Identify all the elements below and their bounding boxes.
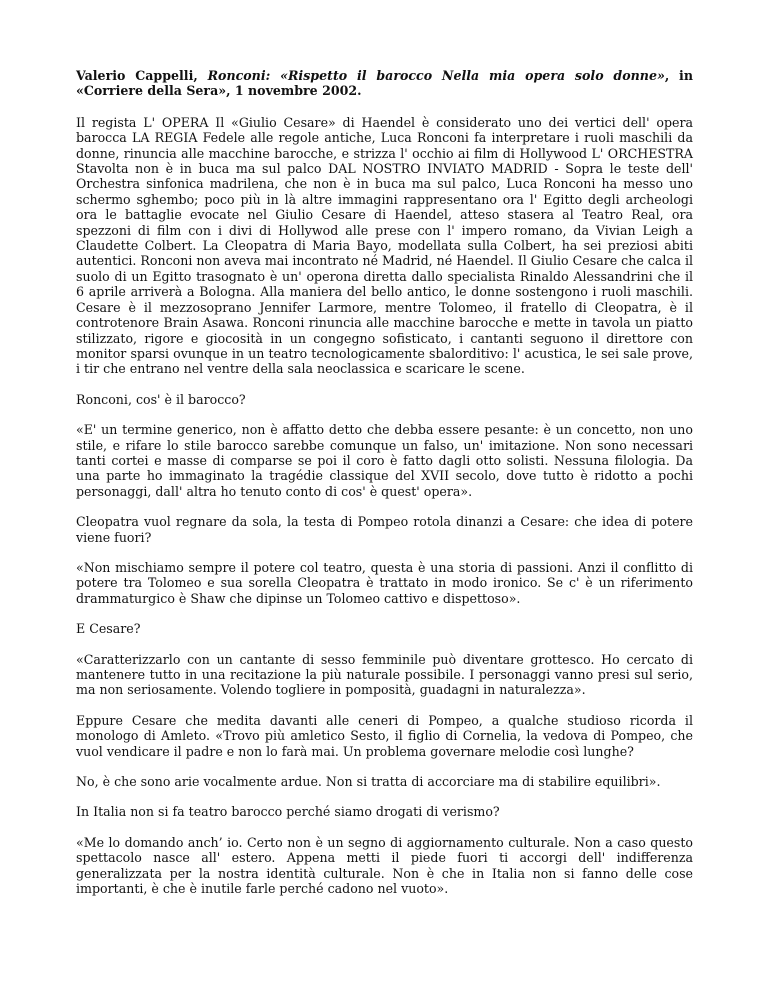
body-paragraph: Eppure Cesare che medita davanti alle ceneri di Pompeo, a qualche studioso ricorda il monologo di Amleto. «Trovo più amletico Sesto, il figlio di Cornelia, la vedova di Pompeo, che vuol vendicare il padre e non lo farà mai. Un problema governare melodie così lunghe?: [76, 712, 693, 759]
intro-paragraph: Il regista L' OPERA Il «Giulio Cesare» di Haendel è considerato uno dei vertici dell' opera barocca LA REGIA Fedele alle regole antiche, Luca Ronconi fa interpretare i ruoli maschili da donne, rinuncia alle macchine barocche, e strizza l' occhio ai film di Hollywood L' ORCHESTRA Stavolta non è in buca ma sul palco DAL NOSTRO INVIATO MADRID - Sopra le teste dell' Orchestra sinfonica madrilena, che non è in buca ma sul palco, Luca Ronconi ha messo uno schermo sghembo; poco più in là altre immagini rappresentano ora l' Egitto degli archeologi ora le battaglie evocate nel Giulio Cesare di Haendel, atteso stasera al Teatro Real, ora spezzoni di film con i divi di Hollywod alle prese con l' impero romano, da Vivian Leigh a Claudette Colbert. La Cleopatra di Maria Bayo, modellata sulla Colbert, ha sei preziosi abiti autentici. Ronconi non aveva mai incontrato né Madrid, né Haendel. Il Giulio Cesare che calca il suolo di un Egitto trasognato è un' operona diretta dallo specialista Rinaldo Alessandrini che il 6 aprile arriverà a Bologna. Alla maniera del bello antico, le donne sostengono i ruoli maschili. Cesare è il mezzosoprano Jennifer Larmore, mentre Tolomeo, il fratello di Cleopatra, è il controtenore Brain Asawa. Ronconi rinuncia alle macchine barocche e mette in tavola un piatto stilizzato, rigore e giocosità in un congegno sofisticato, i cantanti seguono il direttore con monitor sparsi ovunque in un teatro tecnologicamente sbalorditivo: l' acustica, le sei sale prove, i tir che entrano nel ventre della sala neoclassica e scaricare le scene.: [76, 114, 694, 377]
answer-paragraph: «Me lo domando anch’ io. Certo non è un segno di aggiornamento culturale. Non a caso questo spettacolo nasce all' estero. Appena metti il piede fuori ti accorgi dell' indifferenza generalizzata per la nostra identità culturale. Non è che in Italia non si fanno delle cose importanti, è che è inutile farle perché cadono nel vuoto».: [76, 834, 693, 897]
source-citation: , in «Corriere della Sera», 1 novembre 2002.: [76, 68, 693, 99]
article-heading: [76, 68, 693, 99]
question-paragraph: In Italia non si fa teatro barocco perché siamo drogati di verismo?: [76, 804, 500, 820]
answer-paragraph: «E' un termine generico, non è affatto detto che debba essere pesante: è un concetto, non uno stile, e rifare lo stile barocco sarebbe comunque un falso, un' imitazione. Non sono necessari tanti cortei e masse di comparse se poi il coro è fatto dagli otto solisti. Nessuna filologia. Da una parte ho immaginato la tragédie classique del XVII secolo, dove tutto è ridotto a pochi personaggi, dall' altra ho tenuto conto di cos' è quest' opera».: [76, 422, 693, 499]
article: [76, 68, 693, 911]
article-title: Ronconi: «Rispetto il barocco Nella mia opera solo donne»: [207, 68, 665, 83]
question-paragraph: E Cesare?: [76, 621, 141, 637]
answer-paragraph: «Caratterizzarlo con un cantante di sesso femminile può diventare grottesco. Ho cercato di mantenere tutto in una recitazione la più naturale possibile. I personaggi vanno presi sul serio, ma non seriosamente. Volendo togliere in pomposità, guadagni in naturalezza».: [76, 651, 693, 698]
author: Valerio Cappelli,: [76, 68, 208, 83]
answer-paragraph: No, è che sono arie vocalmente ardue. Non si tratta di accorciare ma di stabilire equilibri».: [76, 774, 661, 790]
answer-paragraph: «Non mischiamo sempre il potere col teatro, questa è una storia di passioni. Anzi il conflitto di potere tra Tolomeo e sua sorella Cleopatra è trattato in modo ironico. Se c' è un riferimento drammaturgico è Shaw che dipinse un Tolomeo cattivo e dispettoso».: [76, 559, 693, 606]
question-paragraph: Ronconi, cos' è il barocco?: [76, 391, 246, 407]
question-paragraph: Cleopatra vuol regnare da sola, la testa di Pompeo rotola dinanzi a Cesare: che idea di potere viene fuori?: [76, 514, 693, 545]
